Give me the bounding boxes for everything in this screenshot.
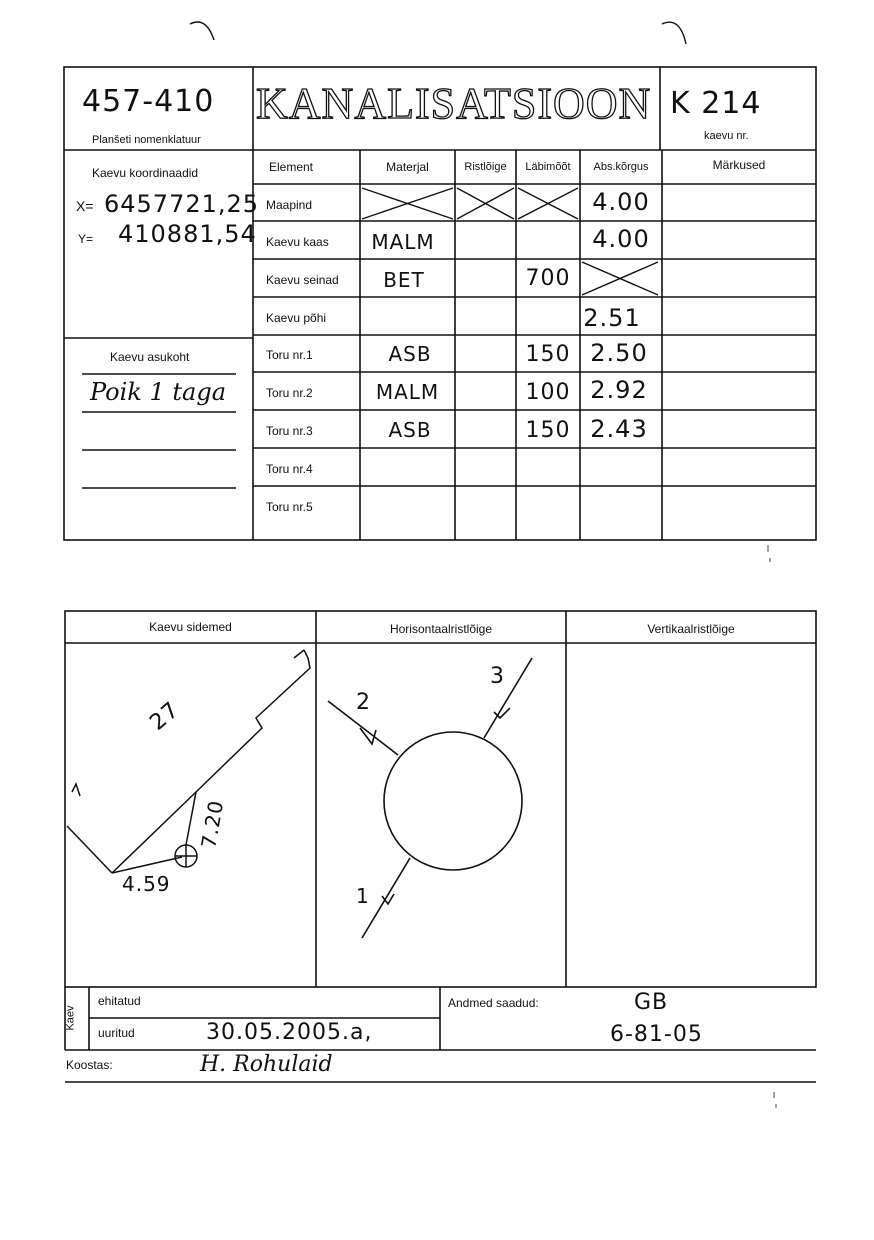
row-abs-3: 2.51: [583, 304, 641, 332]
vertical-section-header: Vertikaalristlõige: [647, 622, 735, 636]
row-diameter-5: 100: [525, 379, 571, 405]
andmed-value-2: 6-81-05: [610, 1022, 703, 1047]
nomenclature-label: Planšeti nomenklatuur: [92, 134, 201, 146]
coordinates-label: Kaevu koordinaadid: [92, 166, 199, 180]
row-abs-4: 2.50: [590, 339, 648, 367]
nomenclature-value: 457-410: [82, 84, 215, 119]
uuritud-date-value: 30.05.2005.a,: [206, 1020, 373, 1045]
well-number-value: K 214: [670, 86, 762, 121]
row-diameter-6: 150: [525, 417, 571, 443]
row-abs-0: 4.00: [592, 188, 650, 216]
ehitatud-label: ehitatud: [98, 994, 141, 1008]
x-label: X=: [76, 198, 94, 214]
row-abs-6: 2.43: [590, 415, 648, 443]
row-element-2: Kaevu seinad: [266, 273, 339, 287]
row-material-5: MALM: [375, 380, 440, 404]
tie-label-27: 27: [145, 697, 185, 736]
row-element-5: Toru nr.2: [266, 386, 313, 400]
row-material-4: ASB: [388, 342, 432, 366]
row-element-7: Toru nr.4: [266, 462, 313, 476]
tie-label-459: 4.59: [122, 872, 171, 896]
row-diameter-4: 150: [525, 341, 571, 367]
well-number-label: kaevu nr.: [704, 130, 749, 142]
x-coordinate-value: 6457721,25: [104, 190, 260, 218]
andmed-value-1: GB: [634, 990, 669, 1015]
andmed-label: Andmed saadud:: [448, 996, 539, 1010]
row-material-1: MALM: [371, 230, 435, 254]
koostas-label: Koostas:: [66, 1058, 113, 1072]
kaev-label: Kaev: [64, 1005, 77, 1031]
col-header-material: Materjal: [386, 160, 429, 174]
row-element-0: Maapind: [266, 198, 313, 212]
row-abs-1: 4.00: [592, 225, 650, 253]
y-label: Y=: [78, 232, 94, 246]
row-abs-5: 2.92: [590, 376, 648, 404]
row-element-4: Toru nr.1: [266, 348, 313, 362]
row-element-8: Toru nr.5: [266, 500, 313, 514]
location-value: Poik 1 taga: [90, 378, 226, 406]
koostas-value: H. Rohulaid: [200, 1052, 333, 1077]
pipe-label-1: 1: [356, 884, 370, 908]
tie-label-720: 7.20: [196, 798, 229, 850]
col-header-abs-height: Abs.kõrgus: [593, 161, 649, 173]
pipe-label-2: 2: [356, 690, 371, 715]
col-header-element: Element: [268, 160, 314, 174]
pipe-label-3: 3: [490, 664, 505, 689]
horizontal-section-header: Horisontaalristlõige: [389, 622, 493, 636]
row-material-2: BET: [383, 268, 425, 292]
location-label: Kaevu asukoht: [110, 350, 190, 364]
row-diameter-2: 700: [525, 265, 571, 291]
ties-header: Kaevu sidemed: [149, 620, 232, 634]
col-header-cross-section: Ristlõige: [464, 161, 507, 173]
row-element-6: Toru nr.3: [266, 424, 313, 438]
uuritud-label: uuritud: [98, 1026, 135, 1040]
col-header-notes: Märkused: [712, 158, 766, 172]
row-material-6: ASB: [388, 418, 432, 442]
form-title: KANALISATSIOON: [256, 79, 652, 128]
row-element-1: Kaevu kaas: [266, 235, 329, 249]
col-header-diameter: Läbimõõt: [525, 161, 571, 173]
y-coordinate-value: 410881,54: [118, 220, 257, 248]
row-element-3: Kaevu põhi: [266, 311, 327, 325]
